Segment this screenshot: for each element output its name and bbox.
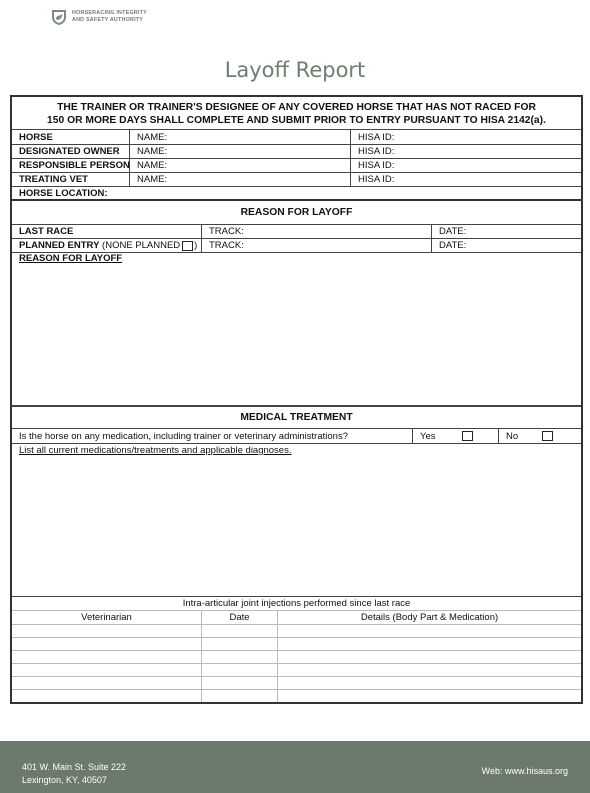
medical-heading-row <box>12 406 581 429</box>
planned-entry-cell <box>12 239 201 252</box>
page-title: Layoff Report <box>224 58 366 82</box>
horse-location-row <box>12 187 581 201</box>
no-checkbox[interactable] <box>542 431 553 441</box>
treating-vet-hisa-id-field[interactable]: HISA ID: <box>350 173 581 186</box>
layoff-heading-row <box>12 201 581 225</box>
responsible-person-hisa-id-field[interactable]: HISA ID: <box>350 159 581 172</box>
treating-vet-name-field[interactable]: NAME: <box>129 173 350 186</box>
owner-name-field[interactable]: NAME: <box>129 145 350 158</box>
table-row[interactable] <box>12 664 581 677</box>
injections-caption: Intra-articular joint injections performed since last race <box>182 598 411 609</box>
org-name: HORSERACING INTEGRITY AND SAFETY AUTHORITY <box>72 10 147 23</box>
table-row[interactable] <box>12 651 581 664</box>
layoff-form <box>10 95 583 704</box>
horse-name-field[interactable]: NAME: <box>129 130 350 144</box>
yes-checkbox[interactable] <box>462 431 473 441</box>
layoff-heading: REASON FOR LAYOFF <box>240 207 353 218</box>
footer <box>0 741 590 793</box>
responsible-person-name-field[interactable]: NAME: <box>129 159 350 172</box>
table-row[interactable] <box>12 690 581 702</box>
horse-row <box>12 130 581 145</box>
treating-vet-label: TREATING VET <box>19 174 88 185</box>
responsible-person-row <box>12 159 581 173</box>
footer-address: 401 W. Main St. Suite 222 Lexington, KY, 40507 <box>22 762 127 785</box>
planned-entry-label: PLANNED ENTRY <box>19 240 100 251</box>
last-race-row <box>12 225 581 239</box>
reason-area[interactable] <box>12 253 581 406</box>
hisa-logo <box>50 8 147 26</box>
medication-question: Is the horse on any medication, including trainer or veterinary administrations? <box>19 430 348 442</box>
owner-label: DESIGNATED OWNER <box>19 146 120 157</box>
owner-row <box>12 145 581 159</box>
close-paren: ) <box>194 240 198 251</box>
col-details: Details (Body Part & Medication) <box>277 611 581 624</box>
injections-header-row <box>12 611 581 625</box>
no-label: No <box>506 430 519 442</box>
last-race-label: LAST RACE <box>19 226 74 237</box>
col-veterinarian: Veterinarian <box>81 612 132 623</box>
reason-label: REASON FOR LAYOFF <box>19 253 123 264</box>
planned-entry-row <box>12 239 581 253</box>
none-planned-checkbox[interactable] <box>182 241 193 251</box>
owner-hisa-id-field[interactable]: HISA ID: <box>350 145 581 158</box>
treating-vet-row <box>12 173 581 187</box>
no-option[interactable] <box>498 429 581 443</box>
table-row[interactable] <box>12 625 581 638</box>
injections-caption-row <box>12 597 581 611</box>
col-date: Date <box>201 611 277 624</box>
last-race-date-field[interactable]: DATE: <box>431 225 581 238</box>
medical-heading: MEDICAL TREATMENT <box>240 412 353 423</box>
table-row[interactable] <box>12 677 581 690</box>
table-row[interactable] <box>12 638 581 651</box>
yes-label: Yes <box>420 430 436 442</box>
horse-hisa-id-field[interactable]: HISA ID: <box>350 130 581 144</box>
intro-statement: THE TRAINER OR TRAINER'S DESIGNEE OF ANY COVERED HORSE THAT HAS NOT RACED FOR 150 OR MORE DAYS SHALL COMPLETE AND SUBMIT PRIOR TO ENTRY PURSUANT TO HISA 2142(a). <box>12 97 581 130</box>
medications-list-label: List all current medications/treatments and applicable diagnoses. <box>19 445 292 456</box>
hisa-seal-icon <box>50 8 68 26</box>
medications-area[interactable] <box>12 444 581 597</box>
none-planned-label: (NONE PLANNED <box>102 240 181 251</box>
footer-website: Web: www.hisaus.org <box>481 766 568 776</box>
medication-question-row <box>12 429 581 444</box>
responsible-person-label: RESPONSIBLE PERSON <box>19 160 130 171</box>
last-race-track-field[interactable]: TRACK: <box>201 225 431 238</box>
planned-entry-date-field[interactable]: DATE: <box>431 239 581 252</box>
horse-label: HORSE <box>19 131 53 143</box>
planned-entry-track-field[interactable]: TRACK: <box>201 239 431 252</box>
yes-option[interactable] <box>412 429 498 443</box>
horse-location-field[interactable]: HORSE LOCATION: <box>19 187 108 199</box>
